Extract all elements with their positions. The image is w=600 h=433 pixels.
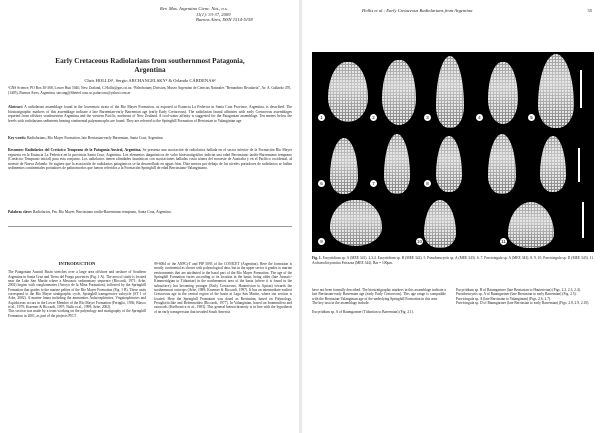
scale-bar-2 — [578, 148, 580, 182]
abstract-text: A radiolarian assemblage found in the lowermost strata of the Río Mayer Formation, as exposed at Estancia La Federica in Santa Cruz Province, Argentina, is described. The biostratigraphic markers of this assemblage indicate a late Barremian-early Barremian age (early Early Cretaceous). The radiolarian faunal affinities with early Cretaceous assemblages reported from offshore southwestern Argentina and the western Pacific, northeast of New Zealand. A cool-water affinity is suggested for the Patagonian assemblage. Ten meters below the levels with radiolarians sediments bearing continental palynomorphs are found. They are referred to the Springhill Formation of Berriasian to Valanginian age. — [8, 105, 292, 123]
figure-label: 7 — [370, 180, 377, 187]
caption-label: Fig. 1. — [312, 256, 322, 260]
specimen-1 — [328, 62, 368, 122]
resumen-label: Resumen: — [8, 148, 24, 152]
journal-header — [160, 6, 290, 23]
right-page — [302, 0, 600, 433]
figure-label: 2 — [370, 114, 377, 121]
specimen-6 — [330, 138, 358, 194]
specimen-11 — [330, 200, 382, 246]
figure-label: 4 — [476, 114, 483, 121]
keywords-label: Key words: — [8, 136, 27, 140]
keywords — [8, 136, 292, 141]
resumen-title: Radiolarios del Cretácico Temprano de la Patagonia Austral, Argentina. — [25, 148, 142, 152]
page-number: 35 — [587, 8, 592, 13]
resumen-text: Se presenta una asociación de radiolarios hallada en el sector inferior de la Formación Río Mayer expuesta en la Estancia La Federica en la provincia Santa Cruz, Argentina. Los elementos diagnósticos de valor bioestratigráfico indican una edad Berriasiano tardío-Barremiano temprano (Cretácico Temprano inicial) para esta conjunto. Los radiolarios tienen afinidades faunísticas con asociaciones halladas costa afuera del noroeste de Australia y en el Pacífico occidental, al noreste de Nueva Zelanda. Se sugiere que la asociación de radiolarios patagónicos se ha desarrollado en aguas frías. Diez metros por debajo de los niveles portadores de radiolarios se hallan sedimentos continentales portadores de palinomorfos que fueron referidos a la Formación Springhill de edad Berriasiano-Valanginiano. — [8, 148, 293, 171]
resumen — [8, 148, 292, 171]
abstract — [8, 105, 292, 123]
specimen-2 — [382, 60, 416, 125]
specimen-10 — [540, 136, 566, 192]
figure-label: 6 — [318, 180, 325, 187]
specimen-8 — [436, 136, 462, 192]
introduction-heading: INTRODUCTION — [58, 261, 96, 266]
introduction-text-2: 99-6064 of the ANPCyT and PIP 5093 of the CONICET (Argentina). Here the formation is mostly continental as shown with palynological data, but in the upper sector it grades to marine environments that are attributed to the basal part of the Río Mayer Formation. The age of the Springhill Formation varies according to its location in the basin, being older (late Jurassic-Kimmeridgian to Tithonian) in the northernmost area of the basin (where it is found in the subsurface), but becoming younger (Early Cretaceous, Hauterivian to Aptian) towards the northernmost outcrops (Arbe, 1989; Kraemer & Riccardi, 1997). It has an intermediate earliest Cretaceous age in the central region of the basin at Lago San Martín, where our section is located. Here the Springhill Formation was dated as Berriasian, based on Palynology, Peruglia/ticlike and Belemnoidea (Riccardi, 1977). In Valanginian, based on foraminifera and ostracods (Kielbowicz et al., 1983). This general heterochroneity is in line with the hypothesis of an early transgression that invaded South America — [154, 262, 292, 314]
journal-volume: 11(1): 33-37, 2009 — [196, 11, 231, 17]
figure-label: 5 — [528, 114, 535, 121]
specimen-5 — [538, 54, 574, 128]
specimen-9 — [488, 134, 516, 194]
right-column-1: have not been formally described. The biostratigraphic markers in this assemblage indicate a late Berriasian-early Barremian age (early Early Cretaceous). This age range is compatible with the Berriasian-Valanginian age of the underlying Springhill Formation in this area. The key taxa in the assemblage include: Eucyrtidium sp. A of Baumgartner (Tithonian to Barremian) (Fig. 2.1). — [312, 288, 446, 314]
authors: Chris HOLLIS¹, Sergio ARCHANGELSKY² & Orlando CÁRDENAS² — [84, 78, 216, 83]
left-column-1 — [8, 262, 146, 318]
specimen-4 — [488, 62, 518, 124]
caption-text: Eucyrtidium sp. A (MEE 341). 2,3,4. Eucyrtidium sp. B (MEE 342). 5. Pseudoeucyrtis sp. A (MEE 343). 6, 7. Parvicingula sp. A (MEE 343). 8, 9, 10. Parvicingula sp. D (MEE 343). 11. Archaeodictyomitra Ferrazza (MEE 344). Bar = 100μm. — [312, 256, 595, 265]
figure-caption — [312, 256, 594, 265]
palabras-clave — [8, 210, 292, 215]
specimen-3 — [436, 56, 464, 128]
figure-label: 1 — [318, 114, 325, 121]
specimen-13 — [508, 202, 554, 248]
specimen-7 — [384, 134, 410, 194]
figure-label: 10 — [417, 239, 422, 244]
figure-label: 9 — [318, 238, 325, 245]
radiolarian-plate — [312, 52, 594, 252]
journal-name: Rev. Mus. Argentino Cienc. Nat., n.s. — [160, 6, 228, 11]
section-divider — [8, 226, 292, 227]
scale-bar-1 — [580, 70, 582, 108]
specimen-12 — [424, 200, 456, 248]
abstract-label: Abstract: — [8, 105, 23, 109]
figure-label: 8 — [424, 180, 431, 187]
keywords-text: Radiolarians, Río Mayer Formation, late Berriasian-early Barremian, Santa Cruz, Argentina. — [27, 136, 164, 140]
palabras-label: Palabras clave: — [8, 210, 33, 214]
affiliations: ¹GNS Science, PO Box 30-368, Lower Hutt 5040, New Zealand, C.Hollis@gns.cri.nz. ²Paleobotany Division, Museo Argentino de Ciencias Naturales "Bernardino Rivadavia", Av. A. Gallardo 470, (1405), Buenos Aires, Argentina, sarcang@fibertel.com.ar, palarconc@yahoo.com.ar — [8, 86, 292, 95]
figure-label: 3 — [424, 114, 431, 121]
scale-bar-3 — [582, 202, 584, 238]
figure-label: 11 — [501, 239, 506, 244]
journal-place: Buenos Aires, ISSN 1514-5158 — [196, 17, 253, 23]
article-title — [30, 57, 270, 75]
palabras-text: Radiolarios, Fm. Río Mayer, Berriasiano tardío-Barremiano temprano, Santa Cruz, Argentina. — [33, 210, 172, 214]
introduction-text-1: The Patagonian Austral Basin stretches over a large area offshore and onshore of Southern Argentina in Santa Cruz and Tierra del Fuego provinces (Fig. 1 A). The area of study is located near the Lake San Martín where a Mesozoic sedimentary sequence (Riccardi, 1971; Arbe, 2002) begins with conglomerates (Arroyo de la Mina Formation), followed by the Springhill Formation that grades to the marine pelites of the Río Mayer Formation (Fig. 1 B). These units correspond to the Río Mayer stratigraphic cycle, Springhill transgressive subcycle (ST 1 of Arbe, 2002). A marine fauna including the ammonites Aulacosphinctes, Virgatosphinctes and Aspidoceras occurs in the Lower Member of the Río Mayer Formation (Feruglio, 1936; Blasco et al., 1979; Kraemer & Riccardi, 1997; Nullo et al., 1999; Arbe, 2002). This section was made by a team working on the palynology and stratigraphy of the Springhill Formation in 2001, as part of the projects PICT — [8, 270, 146, 318]
right-column-2: Eucyrtidium sp. B of Baumgartner (late Berriasian to Hauterivian) (Figs. 2.2, 2.3, 2.4). Pseudoeucyrtis sp. A of Baumgartner (late Berriasian to early Barremian) (Fig. 2.5). Parvicingula sp. A (late Berriasian to Valanginian) (Figs. 2.6, 2.7). Parvicingula sp. D of Baumgartner (late Berriasian to early Barremian) (Figs. 2.8, 2.9, 2.10). — [456, 288, 590, 306]
title-line-1: Early Cretaceous Radiolarians from southernmost Patagonia, — [55, 57, 245, 65]
running-header: Hollis et al.: Early Cretaceous Radiolarians from Argentina — [362, 8, 473, 13]
title-line-2: Argentina — [134, 66, 166, 74]
